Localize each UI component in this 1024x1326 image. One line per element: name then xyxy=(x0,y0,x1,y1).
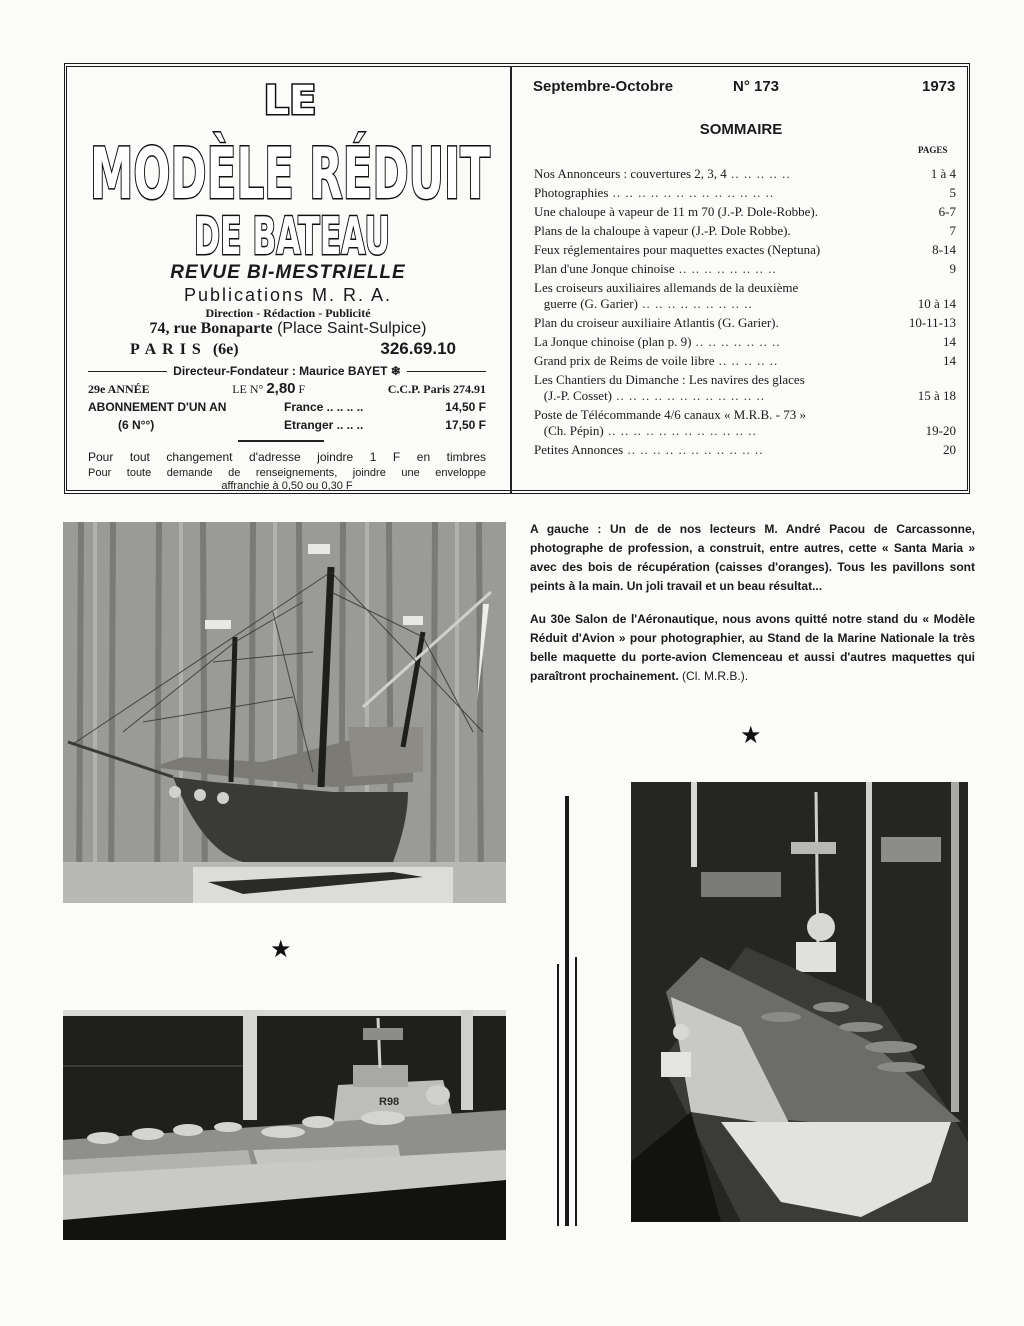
photo-carrier-perspective xyxy=(631,782,968,1222)
toc-item-pages: 14 xyxy=(943,334,956,349)
toc-item-title-text: La Jonque chinoise (plan p. 9) xyxy=(534,334,692,349)
toc-item-pages: 9 xyxy=(949,261,956,276)
toc-leader-dots: .. .. .. .. .. xyxy=(726,166,791,181)
logo-line-modele-reduit: MODÈLE RÉDUIT xyxy=(90,133,491,215)
toc-item xyxy=(534,242,956,258)
etranger-label: Etranger .. .. .. xyxy=(284,418,364,432)
toc-item xyxy=(534,315,956,331)
price-line xyxy=(88,381,486,397)
toc-item-title-text: Les croiseurs auxiliaires allemands de la deuxième guerre (G. Garier) xyxy=(534,280,799,311)
toc-item xyxy=(534,223,956,239)
subscription-label: ABONNEMENT D'UN AN xyxy=(88,400,227,414)
caption-santa-maria: A gauche : Un de de nos lecteurs M. André Pacou de Carcassonne, photographe de profession, a construit, entre autres, cette « Santa Maria » avec des bois de récupération (caisses d'oranges). Tous les pavillons sont peints à la main. Un joli travail et un beau résultat... xyxy=(530,522,975,593)
price xyxy=(232,381,305,397)
toc-item-pages: 20 xyxy=(943,442,956,457)
toc-item xyxy=(534,185,956,201)
toc-item-title-text: Une chaloupe à vapeur de 11 m 70 (J.-P. Dole-Robbe). xyxy=(534,204,818,219)
toc-item xyxy=(534,166,956,182)
logo-line-le: LE xyxy=(263,78,317,124)
toc-item-title-text: Plan du croiseur auxiliaire Atlantis (G. Garier). xyxy=(534,315,779,330)
toc-item xyxy=(534,442,956,458)
toc-item xyxy=(534,407,956,439)
decorative-rule xyxy=(565,796,569,1226)
toc-item xyxy=(534,280,956,312)
toc-item-title xyxy=(534,223,908,239)
toc-item-title-text: Poste de Télécommande 4/6 canaux « M.R.B. - 73 » (Ch. Pépin) xyxy=(534,407,806,438)
toc-item-title-text: Nos Annonceurs : couvertures 2, 3, 4 xyxy=(534,166,727,181)
pages-header: PAGES xyxy=(918,145,948,155)
caption-salon-text: Au 30e Salon de l'Aéronautique, nous avons quitté notre stand du « Modèle Réduit d'Avion » pour photographier, au Stand de la Marine Nationale la très belle maquette du porte-avion Clemenceau et aussi d'autres maquettes qui paraîtront prochainement. xyxy=(530,612,975,683)
toc-item-title xyxy=(534,185,908,201)
toc-leader-dots: .. .. .. .. .. .. .. xyxy=(691,334,781,349)
sommaire-title: SOMMAIRE xyxy=(699,121,783,138)
toc-item-title-text: Plan d'une Jonque chinoise xyxy=(534,261,675,276)
subtitle: REVUE BI-MESTRIELLE xyxy=(170,262,406,283)
rule-right xyxy=(407,371,486,372)
star-ornament: ★ xyxy=(270,936,292,963)
issue-number: N° 173 xyxy=(733,78,780,95)
city xyxy=(130,340,239,360)
toc-item-pages: 8-14 xyxy=(932,242,956,257)
toc-item-pages: 14 xyxy=(943,353,956,368)
address-street: 74, rue Bonaparte xyxy=(149,320,273,337)
address-place: (Place Saint-Sulpice) xyxy=(277,320,427,337)
caption-salon xyxy=(530,610,975,686)
toc-item-title-text: Les Chantiers du Dimanche : Les navires des glaces (J.-P. Cosset) xyxy=(534,372,805,403)
toc-leader-dots: .. .. .. .. .. .. .. .. xyxy=(674,261,777,276)
publisher: Publications M. R. A. xyxy=(183,285,393,305)
hull-number: R98 xyxy=(379,1096,400,1108)
notice-address-change: Pour tout changement d'adresse joindre 1 F en timbres xyxy=(88,450,486,464)
year-label: 29e ANNÉE xyxy=(88,382,150,396)
toc-item-title xyxy=(534,204,908,220)
france-label: France .. .. .. .. xyxy=(284,400,364,414)
toc-item-title-text: Plans de la chaloupe à vapeur (J.-P. Dole Robbe). xyxy=(534,223,791,238)
short-rule xyxy=(238,440,324,442)
ccp: C.C.P. Paris 274.91 xyxy=(387,382,486,396)
photo-santa-maria xyxy=(63,522,506,903)
price-label: LE N° xyxy=(232,382,264,396)
toc-item-title xyxy=(534,166,908,182)
toc-item xyxy=(534,353,956,369)
founder: Directeur-Fondateur : Maurice BAYET ❄ xyxy=(173,364,401,378)
price-value: 2,80 xyxy=(266,380,296,397)
toc-item-pages: 5 xyxy=(949,185,956,200)
arrondissement: (6e) xyxy=(212,341,239,358)
departments: Direction - Rédaction - Publicité xyxy=(205,306,371,320)
toc-item-title xyxy=(534,407,908,439)
toc-item-pages: 15 à 18 xyxy=(917,388,956,403)
toc-item-title xyxy=(534,242,908,258)
founder-line xyxy=(88,364,486,378)
city-name: PARIS xyxy=(130,341,207,358)
toc-item-title xyxy=(534,261,908,277)
issue-period: Septembre-Octobre xyxy=(533,78,674,95)
toc-item xyxy=(534,204,956,220)
toc-leader-dots: .. .. .. .. .. .. .. .. .. .. .. .. xyxy=(612,388,766,403)
toc-item-pages: 6-7 xyxy=(938,204,956,219)
toc-item-title xyxy=(534,442,908,458)
subscription-france-line xyxy=(88,399,486,415)
subscription-issues: (6 N°°) xyxy=(118,418,155,432)
toc-item-title xyxy=(534,315,908,331)
phone: 326.69.10 xyxy=(380,339,456,358)
france-price: 14,50 F xyxy=(445,400,486,414)
toc-item-pages: 10-11-13 xyxy=(908,315,956,330)
toc-item-pages: 19-20 xyxy=(925,423,956,438)
toc-item-title-text: Photographies xyxy=(534,185,609,200)
caption-salon-credit: (Cl. M.R.B.). xyxy=(682,669,749,683)
toc-item-title-text: Grand prix de Reims de voile libre xyxy=(534,353,715,368)
toc-item-title xyxy=(534,372,908,404)
toc-leader-dots: .. .. .. .. .. .. .. .. .. .. .. xyxy=(623,442,764,457)
issue-year: 1973 xyxy=(922,78,956,95)
toc-item xyxy=(534,261,956,277)
toc-item-pages: 10 à 14 xyxy=(917,296,956,311)
address xyxy=(66,320,510,338)
toc-leader-dots: .. .. .. .. .. .. .. .. .. .. .. .. .. xyxy=(608,185,775,200)
subscription-etranger-line xyxy=(88,417,486,433)
toc-item-title xyxy=(534,334,908,350)
rule-left xyxy=(88,371,167,372)
star-ornament: ★ xyxy=(740,722,762,749)
toc-item-title-text: Petites Annonces xyxy=(534,442,624,457)
price-unit: F xyxy=(298,382,306,396)
toc-leader-dots: .. .. .. .. .. .. .. .. .. .. .. .. xyxy=(603,423,757,438)
toc-item-title xyxy=(534,353,908,369)
table-of-contents xyxy=(534,166,956,461)
toc-item-title xyxy=(534,280,908,312)
toc-item-pages: 1 à 4 xyxy=(930,166,956,181)
toc-leader-dots: .. .. .. .. .. .. .. .. .. xyxy=(637,296,753,311)
toc-item-title-text: Feux réglementaires pour maquettes exactes (Neptuna) xyxy=(534,242,821,257)
notice-information-line2: affranchie à 0,50 ou 0,30 F xyxy=(221,480,353,492)
notice-information xyxy=(88,467,486,493)
city-phone-line xyxy=(88,339,486,360)
toc-item xyxy=(534,372,956,404)
toc-item xyxy=(534,334,956,350)
toc-item-pages: 7 xyxy=(949,223,956,238)
decorative-rule xyxy=(575,957,577,1226)
notice-information-line1: Pour toute demande de renseignements, joindre une enveloppe xyxy=(88,467,486,479)
decorative-rule xyxy=(557,964,559,1226)
etranger-price: 17,50 F xyxy=(445,418,486,432)
photo-carrier-side xyxy=(63,1010,506,1240)
magazine-logo xyxy=(70,70,510,260)
logo-line-de-bateau: DE BATEAU xyxy=(194,207,390,260)
toc-leader-dots: .. .. .. .. .. xyxy=(714,353,779,368)
